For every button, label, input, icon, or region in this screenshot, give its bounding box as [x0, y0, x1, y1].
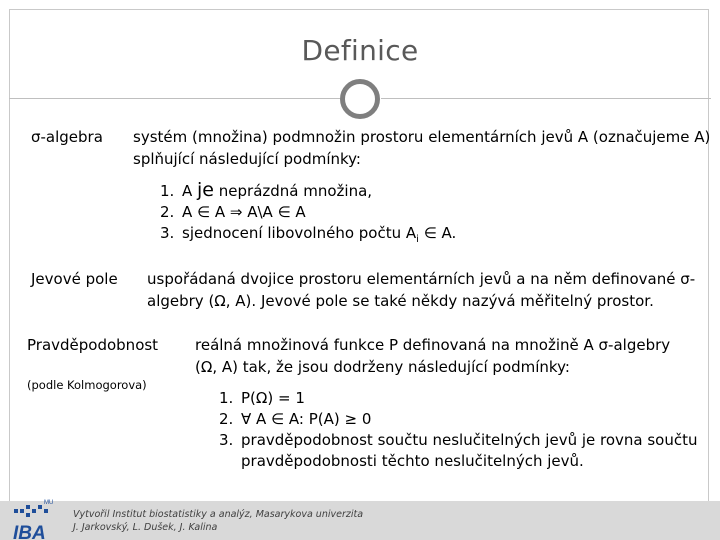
list-item: pravděpodobnosti těchto neslučitelných jevů.: [241, 452, 584, 470]
list-item: 2. ∀ A ∈ A: P(A) ≥ 0: [219, 410, 372, 428]
list-item: 1. A je neprázdná množina,: [160, 179, 373, 201]
slide-title: Definice: [301, 34, 419, 67]
title-divider-right: [381, 98, 711, 99]
probability-term: Pravděpodobnost: [27, 336, 159, 354]
probability-note: (podle Kolmogorova): [27, 378, 147, 392]
ring-icon: [340, 79, 380, 119]
event-field-def-line1: uspořádaná dvojice prostoru elementárních jevů a na něm definované σ-: [147, 270, 696, 288]
probability-conditions-list: [219, 388, 698, 472]
sigma-conditions-list: [160, 180, 456, 250]
iba-logo-icon: [10, 497, 58, 540]
svg-text:MU: MU: [44, 500, 54, 506]
event-field-term: Jevové pole: [31, 270, 118, 288]
list-item: 2. A ∈ A ⇒ A\A ∈ A: [160, 203, 306, 221]
list-item: 3. sjednocení libovolného počtu $A_i$ ∈ A.: [160, 224, 457, 245]
sigma-algebra-term: σ-algebra: [31, 128, 103, 146]
svg-text:IBA: IBA: [13, 523, 46, 540]
event-field-def-line2: algebry (Ω, A). Jevové pole se také někdy nazývá měřitelný prostor.: [147, 292, 654, 310]
title-divider-left: [9, 98, 340, 99]
probability-def-line1: reálná množinová funkce P definovaná na množině A σ-algebry: [195, 336, 671, 354]
list-item: 3. pravděpodobnost součtu neslučitelných jevů je rovna součtu: [219, 431, 698, 449]
sigma-algebra-def-line1: systém (množina) podmnožin prostoru elementárních jevů A (označujeme A): [133, 128, 711, 146]
footer-credits: Vytvořil Institut biostatistiky a analýz, Masarykova univerzita J. Jarkovský, L. Dušek, J. Kalina: [73, 509, 364, 533]
probability-def-line2: (Ω, A) tak, že jsou dodrženy následující podmínky:: [195, 358, 570, 376]
sigma-algebra-def-line2: splňující následující podmínky:: [133, 150, 361, 168]
list-item: 1. P(Ω) = 1: [219, 389, 305, 407]
